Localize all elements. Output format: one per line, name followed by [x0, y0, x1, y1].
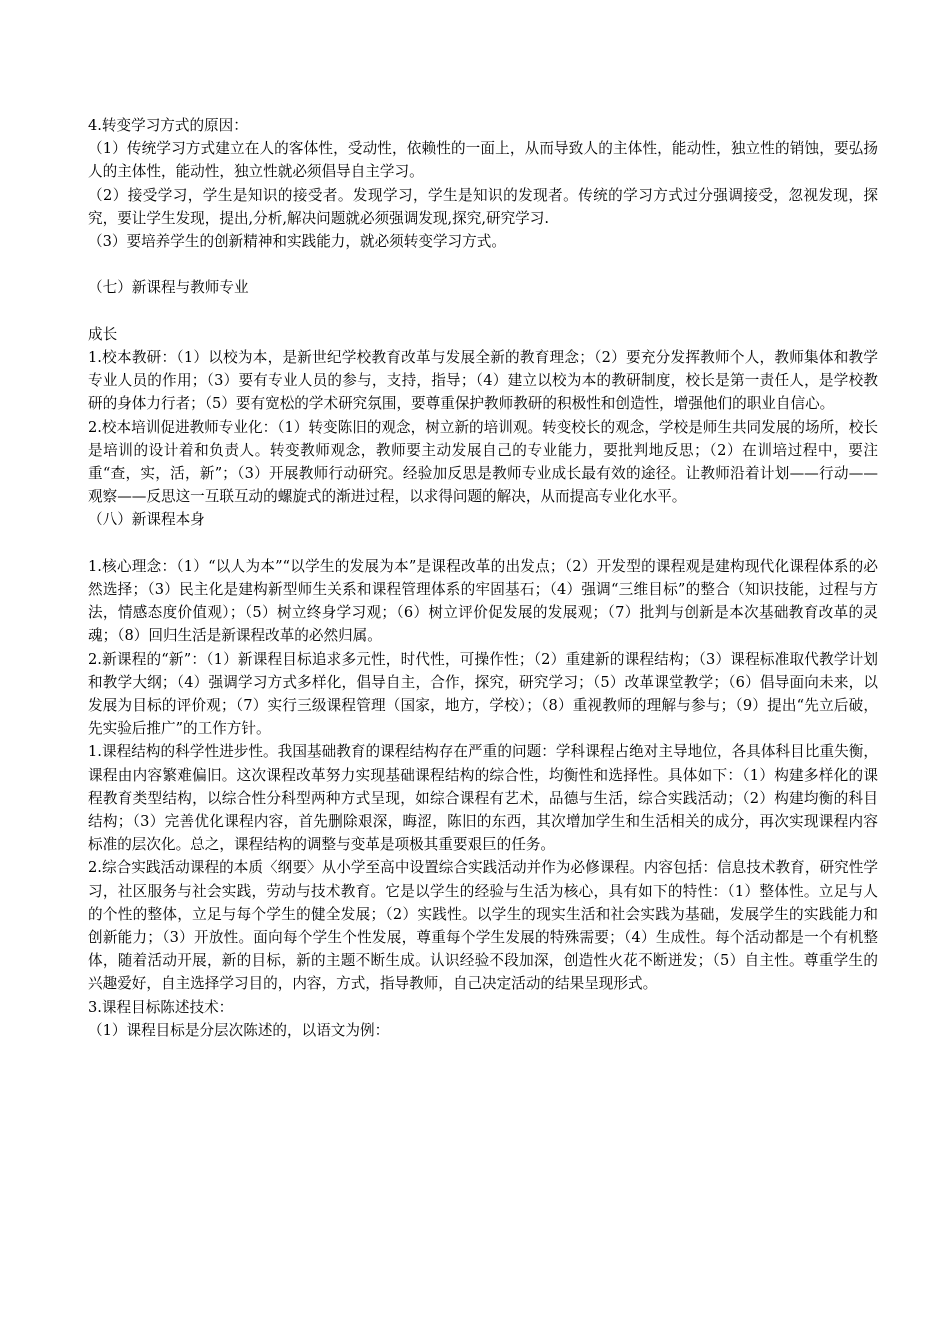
paragraph: （2）接受学习，学生是知识的接受者。发现学习，学生是知识的发现者。传统的学习方式过分强调接受，忽视发现，探究，要让学生发现，提出,分析,解决问题就必须强调发现,探究,研究学习.	[88, 186, 878, 227]
paragraph: （1）课程目标是分层次陈述的，以语文为例：	[88, 1021, 390, 1039]
section-heading-7: （七）新课程与教师专业	[88, 279, 249, 297]
heading-objectives: 3.课程目标陈述技术：	[88, 998, 234, 1016]
section-heading-7-cont: 成长	[88, 325, 118, 343]
blank-line	[88, 300, 878, 323]
paragraph: 1.课程结构的科学性进步性。我国基础教育的课程结构存在严重的问题：学科课程占绝对主导地位，各具体科目比重失衡，课程由内容繁难偏旧。这次课程改革努力实现基础课程结构的综合性，均衡性和选择性。具体如下：（1）构建多样化的课程教育类型结构，以综合性分科型两种方式呈现，如综合课程有艺术，品德与生活，综合实践活动；（2）构建均衡的科目结构；（3）完善优化课程内容，首先删除艰深，晦涩，陈旧的东西，其次增加学生和生活相关的成分，再次实现课程内容标准的层次化。总之，课程结构的调整与变革是项极其重要艰巨的任务。	[88, 743, 878, 854]
heading-reasons: 4.转变学习方式的原因：	[88, 117, 248, 134]
blank-line	[88, 532, 878, 555]
paragraph: 1.校本教研：（1）以校为本，是新世纪学校教育改革与发展全新的教育理念；（2）要充分发挥教师个人，教师集体和教学专业人员的作用；（3）要有专业人员的参与，支持，指导；（4）建立以校为本的教研制度，校长是第一责任人，是学校教研的身体力行者；（5）要有宽松的学术研究氛围，要尊重保护教师教研的积极性和创造性，增强他们的职业自信心。	[88, 349, 878, 413]
blank-line	[88, 253, 878, 276]
paragraph: （3）要培养学生的创新精神和实践能力，就必须转变学习方式。	[88, 233, 506, 251]
section-heading-8: （八）新课程本身	[88, 511, 205, 529]
paragraph: 2.校本培训促进教师专业化：（1）转变陈旧的观念，树立新的培训观。转变校长的观念，学校是师生共同发展的场所，校长是培训的设计着和负责人。转变教师观念，教师要主动发展自己的专业能力，要批判地反思；（2）在训培过程中，要注重“查，实，活，新”；（3）开展教师行动研究。经验加反思是教师专业成长最有效的途径。让教师沿着计划——行动——观察——反思这一互联互动的螺旋式的渐进过程，以求得问题的解决，从而提高专业化水平。	[88, 418, 878, 506]
paragraph: 1.核心理念：（1）“以人为本”“以学生的发展为本”是课程改革的出发点；（2）开发型的课程观是建构现代化课程体系的必然选择；（3）民主化是建构新型师生关系和课程管理体系的牢固基石；（4）强调“三维目标”的整合（知识技能，过程与方法，情感态度价值观）；（5）树立终身学习观；（6）树立评价促发展的发展观；（7）批判与创新是本次基础教育改革的灵魂；（8）回归生活是新课程改革的必然归属。	[88, 557, 878, 645]
document-body	[88, 114, 878, 1042]
paragraph: 2.新课程的“新”：（1）新课程目标追求多元性，时代性，可操作性；（2）重建新的课程结构；（3）课程标准取代教学计划和教学大纲；（4）强调学习方式多样化，倡导自主，合作，探究，研究学习；（5）改革课堂教学；（6）倡导面向未来，以发展为目标的评价观；（7）实行三级课程管理（国家，地方，学校）；（8）重视教师的理解与参与；（9）提出“先立后破，先实验后推广”的工作方针。	[88, 650, 878, 738]
paragraph: （1）传统学习方式建立在人的客体性，受动性，依赖性的一面上，从而导致人的主体性，能动性，独立性的销蚀，要弘扬人的主体性，能动性，独立性就必须倡导自主学习。	[88, 140, 878, 181]
paragraph: 2.综合实践活动课程的本质〈纲要〉从小学至高中设置综合实践活动并作为必修课程。内容包括：信息技术教育，研究性学习，社区服务与社会实践，劳动与技术教育。它是以学生的经验与生活为核心，具有如下的特性：（1）整体性。立足与人的个性的整体，立足与每个学生的健全发展；（2）实践性。以学生的现实生活和社会实践为基础，发展学生的实践能力和创新能力；（3）开放性。面向每个学生个性发展，尊重每个学生发展的特殊需要；（4）生成性。每个活动都是一个有机整体，随着活动开展，新的目标，新的主题不断生成。认识经验不段加深，创造性火花不断迸发；（5）自主性。尊重学生的兴趣爱好，自主选择学习目的，内容，方式，指导教师，自己决定活动的结果呈现形式。	[88, 859, 878, 993]
